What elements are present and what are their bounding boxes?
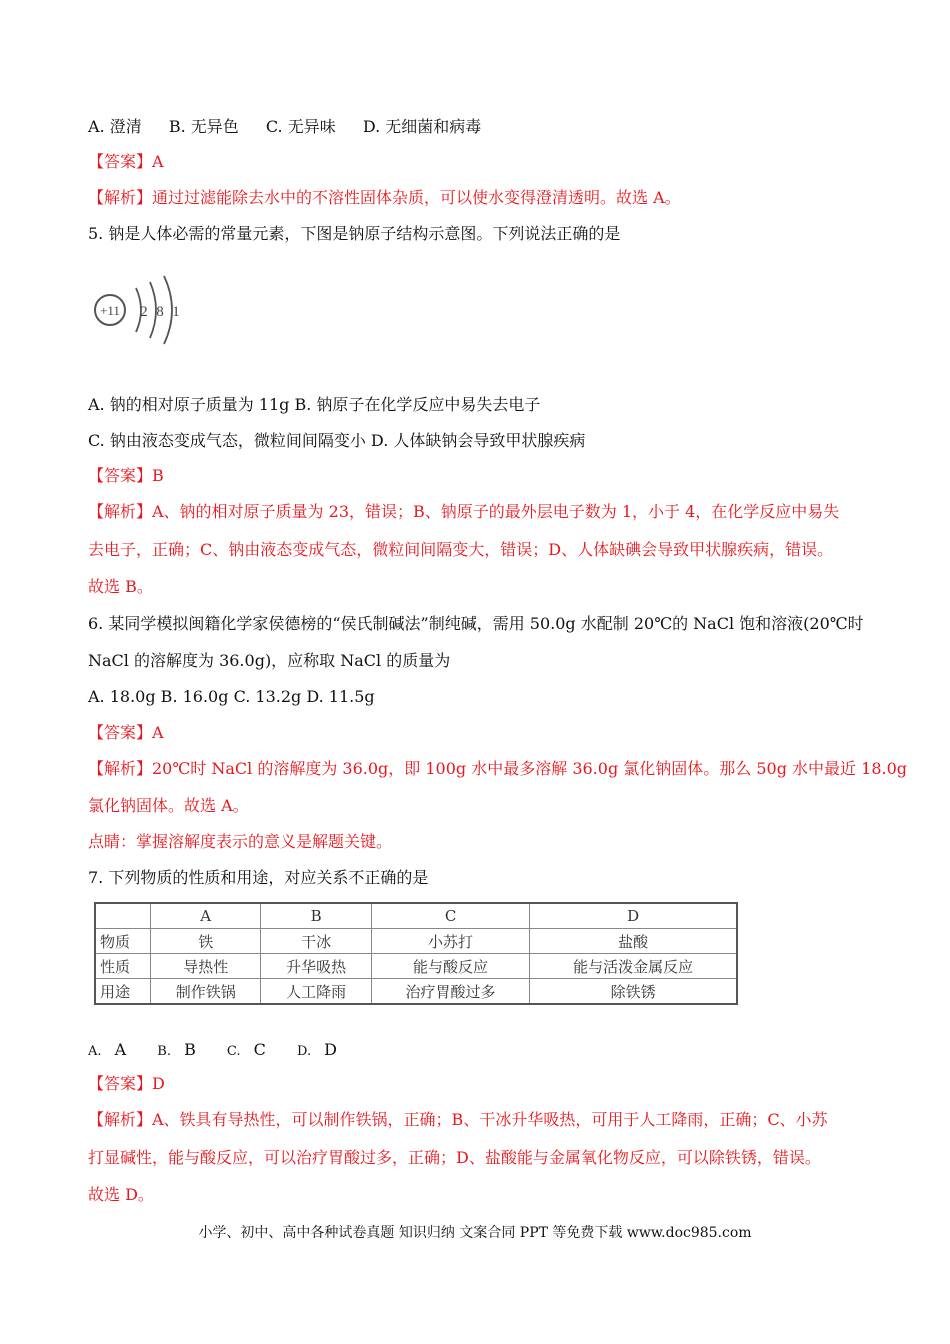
table-row	[95, 979, 737, 1005]
table-cell: 人工降雨	[261, 979, 371, 1005]
table-header-cell: A	[151, 903, 261, 929]
q7-answer: 【答案】D	[88, 1074, 165, 1093]
q4-analysis: 【解析】通过过滤能除去水中的不溶性固体杂质，可以使水变得澄清透明。故选 A。	[88, 188, 681, 207]
q7-options	[88, 1038, 890, 1064]
q5-answer: 【答案】B	[88, 466, 164, 485]
q4-option-c: C. 无异味	[265, 117, 336, 136]
table-cell: 能与活泼金属反应	[530, 954, 737, 979]
q4-option-b: B. 无异色	[168, 117, 239, 136]
q7-analysis-line-2: 打显碱性，能与酸反应，可以治疗胃酸过多，正确；D、盐酸能与金属氧化物反应，可以除铁锈，错误。	[88, 1148, 821, 1167]
table-header-cell: C	[371, 903, 529, 929]
q4-option-a: A. 澄清	[88, 117, 142, 136]
q7-option-b: B	[184, 1040, 196, 1059]
table-cell: 盐酸	[530, 929, 737, 954]
shell-arc-3	[164, 276, 172, 344]
table-row-label: 物质	[95, 929, 151, 954]
table-header-row	[95, 903, 737, 929]
q7-option-b-prefix: B.	[157, 1044, 171, 1059]
table-header-cell	[95, 903, 151, 929]
q7-option-c: C	[253, 1040, 266, 1059]
nucleus-label: +11	[100, 303, 120, 318]
q6-question-line-1: 6. 某同学模拟闽籍化学家侯德榜的“侯氏制碱法”制纯碱，需用 50.0g 水配制 20℃的 NaCl 饱和溶液(20℃时	[88, 614, 864, 633]
table-cell: 除铁锈	[530, 979, 737, 1005]
q5-options-line-1: A. 钠的相对原子质量为 11g B. 钠原子在化学反应中易失去电子	[88, 395, 541, 414]
table-cell: 升华吸热	[261, 954, 371, 979]
shell-electrons-3: 1	[172, 304, 180, 320]
table-cell: 小苏打	[371, 929, 529, 954]
shell-electrons-1: 2	[140, 304, 148, 320]
q7-option-c-prefix: C.	[226, 1044, 241, 1059]
q6-note: 点睛：掌握溶解度表示的意义是解题关键。	[88, 832, 393, 851]
q5-question: 5. 钠是人体必需的常量元素，下图是钠原子结构示意图。下列说法正确的是	[88, 224, 621, 243]
table-row	[95, 929, 737, 954]
q7-option-a-prefix: A.	[88, 1044, 102, 1059]
q7-question: 7. 下列物质的性质和用途，对应关系不正确的是	[88, 868, 429, 887]
table-header-cell: D	[530, 903, 737, 929]
shell-arc-2	[150, 282, 156, 338]
q7-option-d-prefix: D.	[296, 1044, 312, 1059]
q6-question-line-2: NaCl 的溶解度为 36.0g)，应称取 NaCl 的质量为	[88, 651, 451, 670]
q6-analysis-line-2: 氯化钠固体。故选 A。	[88, 796, 249, 815]
shell-electrons-2: 8	[156, 304, 164, 320]
sodium-atom-diagram	[88, 270, 198, 354]
table-cell: 干冰	[261, 929, 371, 954]
table-cell: 能与酸反应	[371, 954, 529, 979]
q4-options	[88, 115, 890, 139]
table-header-cell: B	[261, 903, 371, 929]
q7-option-a: A	[114, 1040, 127, 1059]
table-cell: 制作铁锅	[151, 979, 261, 1005]
q6-answer: 【答案】A	[88, 723, 164, 742]
page-footer: 小学、初中、高中各种试卷真题 知识归纳 文案合同 PPT 等免费下载 www.doc985.com	[198, 1225, 752, 1241]
q6-options: A. 18.0g B. 16.0g C. 13.2g D. 11.5g	[88, 687, 375, 706]
q5-options-line-2: C. 钠由液态变成气态，微粒间间隔变小 D. 人体缺钠会导致甲状腺疾病	[88, 431, 586, 450]
q7-property-table	[94, 902, 738, 1005]
q5-analysis-line-1: 【解析】A、钠的相对原子质量为 23，错误；B、钠原子的最外层电子数为 1，小于 4，在化学反应中易失	[88, 502, 840, 521]
q7-analysis-line-3: 故选 D。	[88, 1185, 154, 1204]
q4-answer: 【答案】A	[88, 152, 164, 171]
q4-option-d: D. 无细菌和病毒	[362, 117, 482, 136]
table-cell: 治疗胃酸过多	[371, 979, 529, 1005]
table-row-label: 用途	[95, 979, 151, 1005]
table-cell: 铁	[151, 929, 261, 954]
table-row	[95, 954, 737, 979]
table-cell: 导热性	[151, 954, 261, 979]
q7-option-d: D	[324, 1040, 337, 1059]
q5-analysis-line-3: 故选 B。	[88, 577, 153, 596]
q6-analysis-line-1: 【解析】20℃时 NaCl 的溶解度为 36.0g，即 100g 水中最多溶解 36.0g 氯化钠固体。那么 50g 水中最近 18.0g	[88, 759, 908, 778]
q7-analysis-line-1: 【解析】A、铁具有导热性，可以制作铁锅，正确；B、干冰升华吸热，可用于人工降雨，正确；C、小苏	[88, 1110, 828, 1129]
q5-analysis-line-2: 去电子，正确；C、钠由液态变成气态，微粒间间隔变大，错误；D、人体缺碘会导致甲状腺疾病，错误。	[88, 540, 834, 559]
table-row-label: 性质	[95, 954, 151, 979]
